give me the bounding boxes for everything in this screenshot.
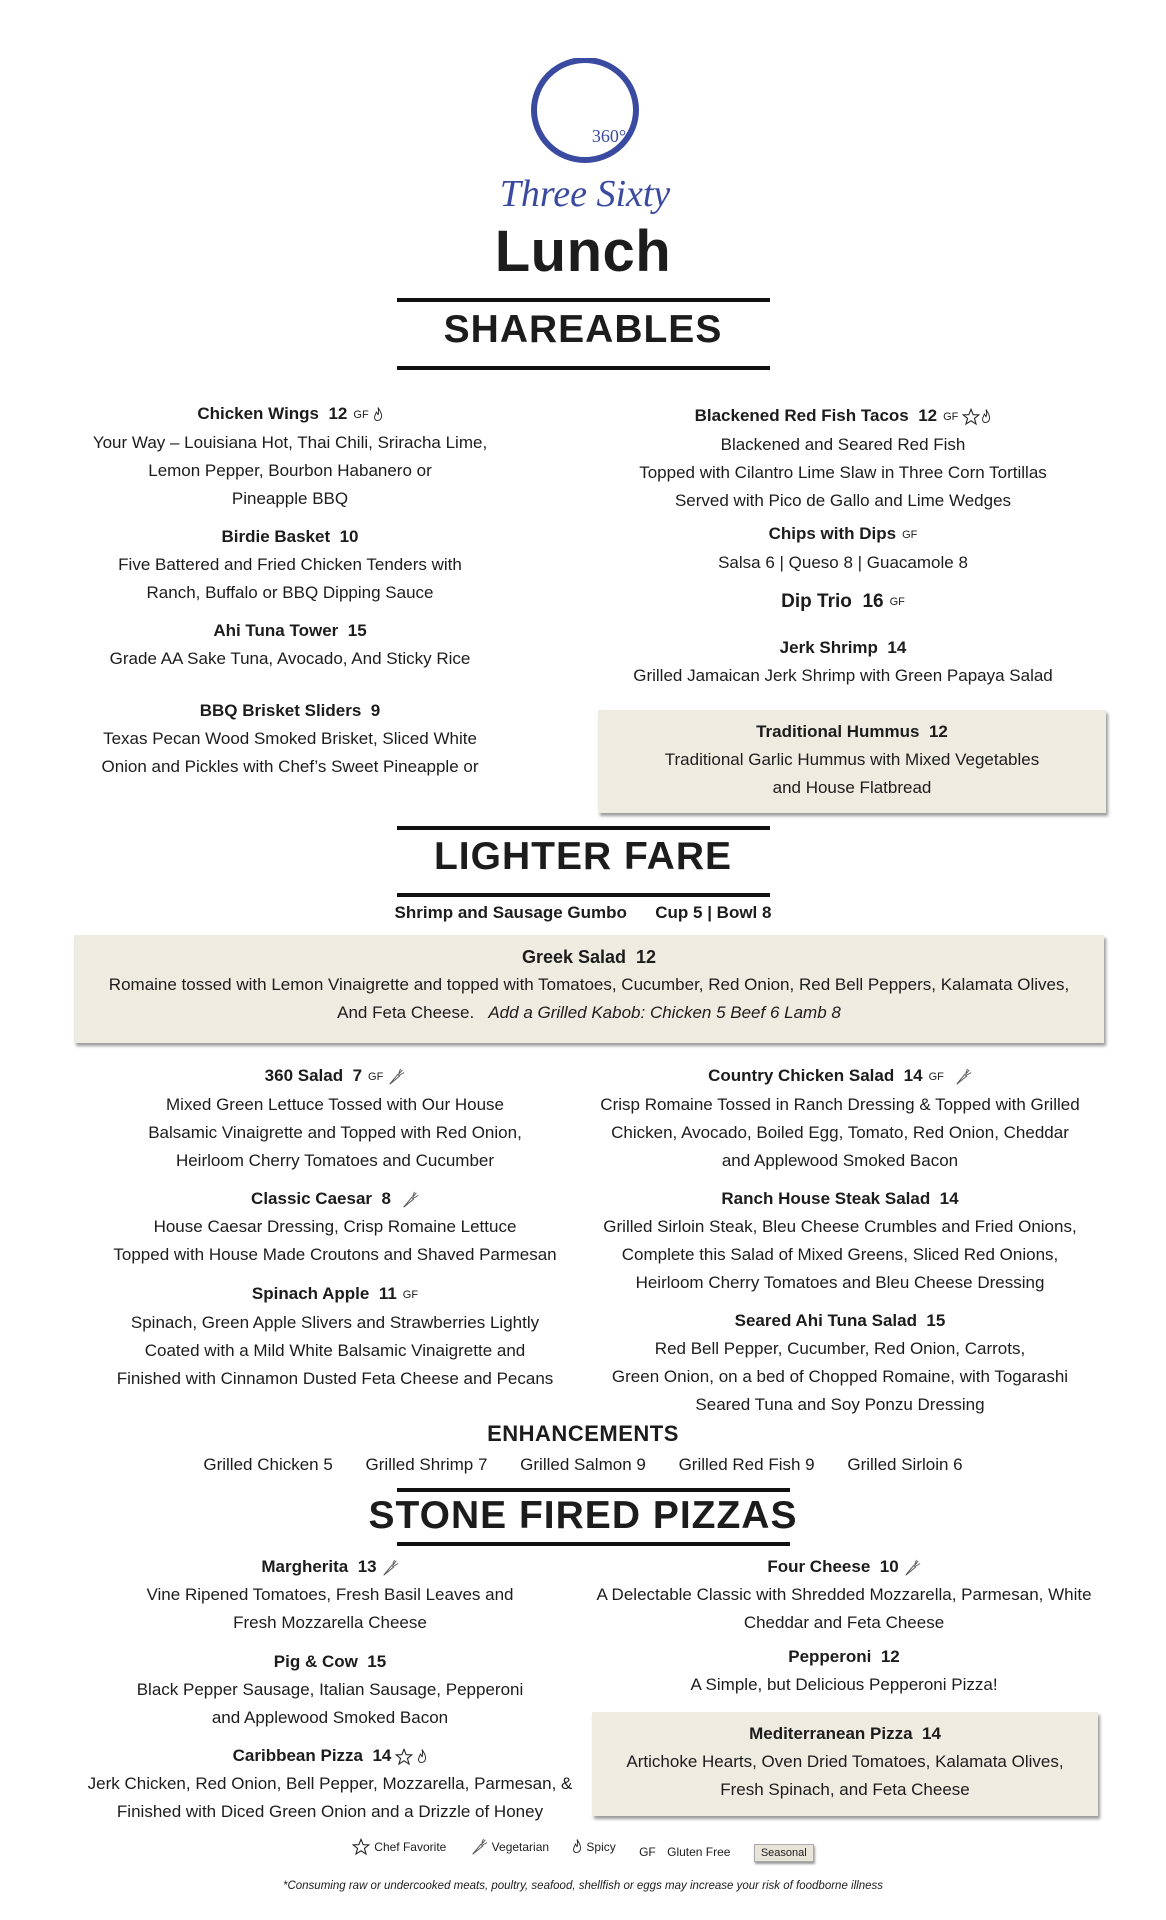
item-desc: Texas Pecan Wood Smoked Brisket, Sliced White [103,729,477,748]
menu-item-four-cheese [590,1553,1098,1637]
gf-mark: GF [889,596,905,608]
item-price: 10 [339,527,359,546]
menu-item-caribbean [70,1742,590,1826]
item-desc: Cheddar and Feta Cheese [743,1613,945,1632]
item-price: 10 [879,1557,899,1576]
gf-mark: GF [928,1070,944,1083]
section-pizzas: STONE FIRED PIZZAS [368,1494,798,1537]
menu-item-bbq-sliders [60,697,520,781]
gf-mark: GF [353,408,369,421]
item-desc: and House Flatbread [772,778,932,797]
item-price: 14 [939,1189,959,1208]
item-desc: Chicken, Avocado, Boiled Egg, Tomato, Red Onion, Cheddar [611,1122,1069,1142]
item-desc: Red Bell Pepper, Cucumber, Red Onion, Carrots, [654,1339,1026,1358]
item-name: Chips with Dips [768,524,897,543]
item-sizes: Cup 5 | Bowl 8 [655,903,772,922]
carrot-icon [954,1068,972,1086]
item-price: 8 [381,1189,391,1208]
item-desc: Complete this Salad of Mixed Greens, Sliced Red Onions, [621,1245,1059,1264]
item-desc: Five Battered and Fried Chicken Tenders with [118,555,462,574]
item-price: 11 [378,1284,397,1303]
enhancement-item: Grilled Sirloin 6 [847,1455,963,1474]
disclaimer: *Consuming raw or undercooked meats, poultry, seafood, shellfish or eggs may increase your risk of foodborne illness [282,1880,883,1892]
item-price: 14 [903,1066,923,1085]
carrot-icon [381,1559,399,1577]
item-price: 12 [636,947,657,967]
item-desc: Green Onion, on a bed of Chopped Romaine, with Togarashi [611,1367,1069,1386]
item-name: 360 Salad [264,1066,344,1085]
item-desc: Topped with Cilantro Lime Slaw in Three Corn Tortillas [639,462,1047,482]
item-desc: Topped with House Made Croutons and Shaved Parmesan [113,1245,557,1264]
item-desc: Served with Pico de Gallo and Lime Wedges [674,490,1012,510]
menu-item-chips-dips [598,520,1088,577]
item-desc: Salsa 6 | Queso 8 | Guacamole 8 [718,552,968,572]
menu-item-gumbo [0,903,1166,923]
item-price: 12 [328,404,348,423]
item-desc: Your Way – Louisiana Hot, Thai Chili, Sriracha Lime, [92,432,488,452]
legend [0,1838,1166,1862]
menu-item-pig-cow [70,1648,590,1732]
logo [485,58,685,228]
logo-wordmark: Three Sixty [499,173,671,215]
item-price: 15 [926,1311,946,1330]
carrot-icon [470,1838,488,1856]
divider [397,366,770,370]
item-desc: Vine Ripened Tomatoes, Fresh Basil Leaves and [146,1585,514,1604]
item-name: Margherita [261,1557,349,1576]
star-icon [395,1748,413,1766]
item-desc: Ranch, Buffalo or BBQ Dipping Sauce [146,583,434,602]
item-desc: A Delectable Classic with Shredded Mozzarella, Parmesan, White [596,1585,1092,1604]
menu-item-jerk-shrimp [598,634,1088,690]
item-desc: And Feta Cheese. [337,1003,475,1022]
item-name: BBQ Brisket Sliders [199,701,362,720]
item-desc: Onion and Pickles with Chef’s Sweet Pineapple or [101,757,479,776]
menu-item-margherita [70,1553,590,1637]
gf-mark: GF [368,1070,384,1083]
page-title: Lunch [494,219,672,284]
menu-item-chicken-wings [60,400,520,513]
item-desc: Blackened and Seared Red Fish [720,434,966,454]
item-name: Jerk Shrimp [779,638,878,657]
item-name: Country Chicken Salad [708,1066,895,1085]
menu-item-mediterranean [592,1720,1098,1804]
flame-icon [981,408,991,426]
item-name: Ahi Tuna Tower [213,621,339,640]
menu-item-pepperoni [590,1643,1098,1699]
legend-spicy: Spicy [572,1838,615,1856]
carrot-icon [401,1191,419,1209]
item-desc: Jerk Chicken, Red Onion, Bell Pepper, Mozzarella, Parmesan, & [87,1774,573,1793]
menu-item-birdie-basket [60,523,520,607]
menu-item-360-salad [90,1062,580,1175]
item-name: Spinach Apple [251,1284,370,1303]
item-desc: Pineapple BBQ [231,488,349,508]
item-desc: Finished with Diced Green Onion and a Drizzle of Honey [116,1802,544,1821]
divider [397,298,770,302]
item-desc: Traditional Garlic Hummus with Mixed Vegetables [664,750,1040,769]
carrot-icon [903,1559,921,1577]
gf-mark: GF [943,410,959,423]
item-price: 14 [921,1724,941,1743]
divider [397,1488,790,1492]
item-price: 12 [928,722,948,741]
menu-item-seared-ahi [590,1307,1090,1419]
gf-mark: GF [402,1288,419,1301]
item-desc: Heirloom Cherry Tomatoes and Bleu Cheese Dressing [635,1273,1045,1292]
flame-icon [572,1838,582,1856]
item-name: Pig & Cow [273,1652,358,1671]
item-desc: Crisp Romaine Tossed in Ranch Dressing & Topped with Grilled [600,1094,1080,1114]
item-desc: Balsamic Vinaigrette and Topped with Red Onion, [148,1122,522,1142]
menu-item-country-chicken [590,1062,1090,1175]
menu-item-spinach-apple [90,1280,580,1393]
item-price: 7 [352,1066,363,1085]
logo-mark: 360° [591,126,627,146]
menu-item-classic-caesar [90,1185,580,1269]
carrot-icon [387,1068,405,1086]
legend-chef: Chef Favorite [352,1838,446,1856]
item-desc: Black Pepper Sausage, Italian Sausage, Pepperoni [136,1680,524,1699]
item-price: 15 [367,1652,387,1671]
item-name: Ranch House Steak Salad [721,1189,931,1208]
item-desc: Grilled Sirloin Steak, Bleu Cheese Crumbles and Fried Onions, [603,1217,1077,1236]
item-price: 14 [372,1746,392,1765]
enhancement-item: Grilled Salmon 9 [520,1455,646,1474]
item-desc: Fresh Mozzarella Cheese [233,1613,427,1632]
item-name: Pepperoni [788,1647,872,1666]
item-name: Four Cheese [767,1557,871,1576]
item-name: Seared Ahi Tuna Salad [734,1311,917,1330]
divider [397,826,770,830]
item-desc: A Simple, but Delicious Pepperoni Pizza! [690,1675,998,1694]
enhancements-list [0,1455,1166,1475]
kabob-addon: Add a Grilled Kabob: Chicken 5 Beef 6 Lamb 8 [488,1003,841,1022]
star-icon [962,408,980,426]
gf-mark: GF [902,528,918,541]
section-lighter-fare: LIGHTER FARE [433,835,732,878]
item-price: 12 [918,406,938,425]
item-desc: Heirloom Cherry Tomatoes and Cucumber [175,1150,495,1170]
item-desc: Mixed Green Lettuce Tossed with Our House [166,1094,504,1114]
divider [397,1542,790,1546]
item-name: Birdie Basket [221,527,331,546]
item-price: 14 [887,638,907,657]
item-name: Greek Salad [521,947,626,967]
item-name: Shrimp and Sausage Gumbo [394,903,627,922]
item-price: 16 [862,591,884,613]
item-price: 13 [357,1557,377,1576]
section-shareables: SHAREABLES [443,308,723,351]
item-desc: Grade AA Sake Tuna, Avocado, And Sticky Rice [109,649,471,668]
item-price: 12 [880,1647,900,1666]
enhancement-item: Grilled Shrimp 7 [365,1455,488,1474]
item-desc: and Applewood Smoked Bacon [211,1708,449,1727]
flame-icon [417,1748,427,1766]
item-name: Blackened Red Fish Tacos [694,406,909,425]
enhancement-item: Grilled Red Fish 9 [678,1455,815,1474]
menu-item-ranch-steak [590,1185,1090,1297]
menu-item-greek-salad [74,943,1104,1027]
item-desc: Grilled Jamaican Jerk Shrimp with Green Papaya Salad [633,666,1053,685]
item-desc: House Caesar Dressing, Crisp Romaine Lettuce [153,1217,517,1236]
enhancement-item: Grilled Chicken 5 [203,1455,333,1474]
item-desc: Artichoke Hearts, Oven Dried Tomatoes, Kalamata Olives, [626,1752,1064,1771]
item-desc: Fresh Spinach, and Feta Cheese [720,1780,970,1799]
item-name: Chicken Wings [197,404,320,423]
item-desc: Finished with Cinnamon Dusted Feta Cheese and Pecans [116,1368,554,1388]
menu-item-hummus [598,718,1106,802]
item-desc: Spinach, Green Apple Slivers and Strawberries Lightly [130,1312,540,1332]
divider [397,893,770,897]
item-name: Classic Caesar [251,1189,373,1208]
item-desc: Romaine tossed with Lemon Vinaigrette and topped with Tomatoes, Cucumber, Red Onion, Red Bell Peppers, Kalamata Olives, [108,975,1070,994]
item-desc: Seared Tuna and Soy Ponzu Dressing [695,1395,985,1414]
item-name: Traditional Hummus [756,722,920,741]
item-desc: and Applewood Smoked Bacon [721,1150,959,1170]
item-desc: Lemon Pepper, Bourbon Habanero or [148,460,432,480]
section-enhancements: ENHANCEMENTS [487,1421,679,1446]
star-icon [352,1838,370,1856]
item-name: Dip Trio [781,591,852,613]
legend-seasonal: Seasonal [754,1844,814,1862]
menu-item-red-fish-tacos [598,402,1088,515]
item-price: 15 [347,621,367,640]
menu-item-ahi-tuna-tower [60,617,520,673]
legend-gf: GF Gluten Free [639,1845,731,1859]
item-price: 9 [370,701,381,720]
item-name: Caribbean Pizza [232,1746,363,1765]
legend-veg: Vegetarian [470,1838,549,1856]
menu-item-dip-trio [598,588,1088,616]
item-name: Mediterranean Pizza [749,1724,913,1743]
flame-icon [373,406,383,424]
item-desc: Coated with a Mild White Balsamic Vinaigrette and [144,1340,526,1360]
